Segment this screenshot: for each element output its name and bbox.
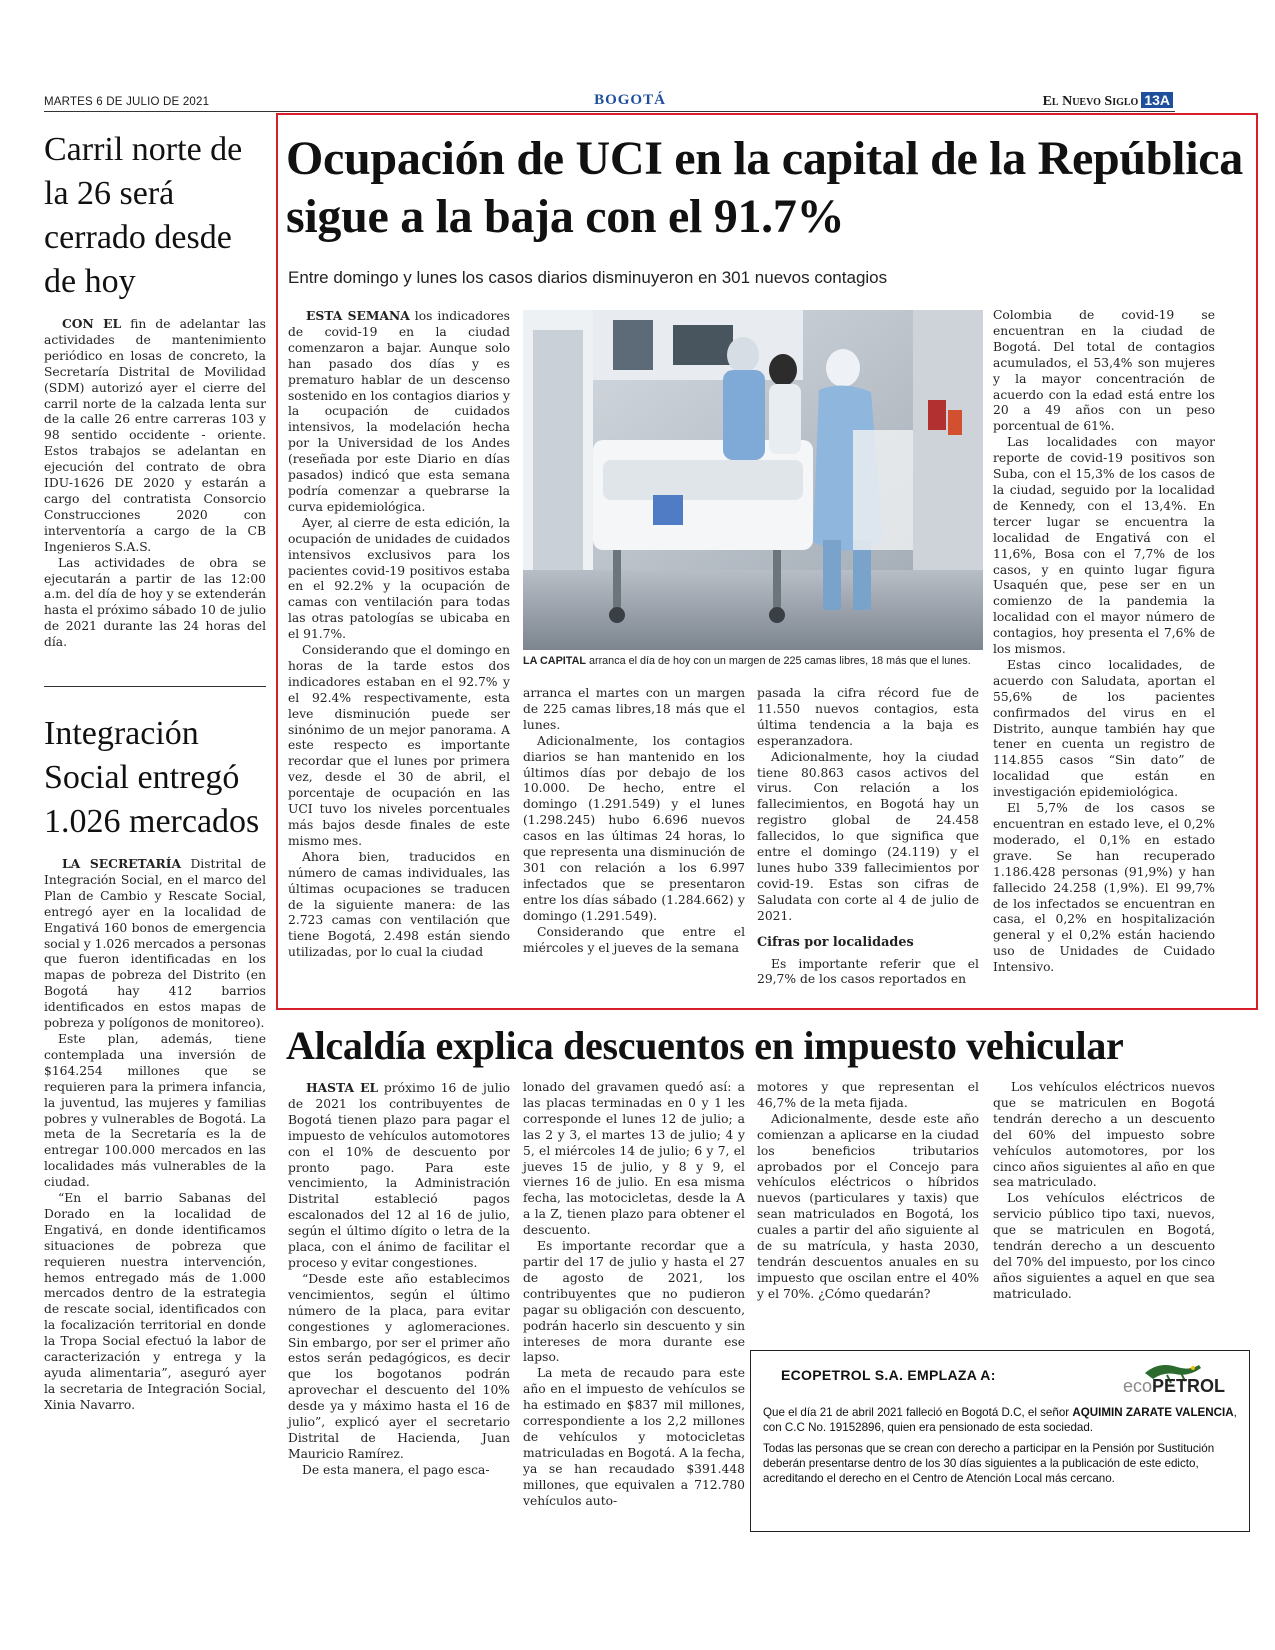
logo-wordmark [1123, 1376, 1225, 1397]
paragraph: La meta de recaudo para este año en el impuesto de vehículos se ha estimado en $837 mil millones, correspondiente a los 2,2 millones de vehículos y motocicletas matriculadas en Bogotá. A la fecha, ya se han recaudado $391.448 millones, que equivalen a 712.780 vehículos auto- [523, 1366, 745, 1508]
notice-body [763, 1405, 1239, 1492]
section-name: BOGOTÁ [594, 92, 666, 108]
logo-wordmark-bold: PETROL [1151, 1376, 1225, 1396]
notice-paragraph [763, 1405, 1239, 1435]
paragraph: próximo 16 de julio de 2021 los contribuyentes de Bogotá tienen plazo para pagar el impuesto de vehículos automotores con el 10% de descuento por pronto pago. Para este vencimiento, la Administración Distrital estableció pagos escalonados del 12 al 16 de julio, según el último dígito o letra de la placa, con el ánimo de facilitar el proceso y evitar congestiones. [288, 1081, 510, 1270]
paper-name: El Nuevo Siglo [1042, 94, 1139, 109]
notice-text: Que el día 21 de abril 2021 falleció en Bogotá D.C, el señor [763, 1406, 1070, 1419]
ecopetrol-logo [1097, 1359, 1225, 1397]
sidebar-body [44, 856, 266, 1414]
main-col-2 [523, 686, 745, 956]
caption-text: arranca el día de hoy con un margen de 225 camas libres, 18 más que el lunes. [588, 655, 971, 667]
sidebar-story-integracion [44, 712, 266, 1414]
paragraph: Colombia de covid-19 se encuentran en la ciudad de Bogotá. Del total de contagios acumulados, el 53,4% son mujeres y la mayor concentración de acuerdo con la edad está entre los 20 a 49 años con un peso porcentual de 61%. [993, 308, 1215, 434]
paragraph: pasada la cifra récord fue de 11.550 nuevos contagios, esta última tendencia a la baja es esperanzadora. [757, 686, 979, 748]
main-col-3 [757, 686, 979, 988]
paragraph: los indicadores de covid-19 en la ciudad comenzaron a bajar. Aunque solo han pasado dos días y es prematuro hablar de un descenso sostenido en los contagios diarios y la ocupación de cuidados intensivos, la modelación hecha por la Universidad de los Andes (reseñada por este Diario en días pasados) indicó que esta semana podría comenzar a quebrarse la curva epidemiológica. [288, 309, 510, 514]
issue-date: MARTES 6 DE JULIO DE 2021 [44, 96, 210, 108]
sidebar-story-carril [44, 128, 266, 651]
main-headline: Ocupación de UCI en la capital de la República sigue a la baja con el 91.7% [286, 132, 1243, 243]
second-col-4 [993, 1080, 1215, 1303]
paragraph: Las localidades con mayor reporte de covid-19 positivos son Suba, con el 15,3% de los casos de la ciudad, seguido por la localidad de Kennedy, con el 13,4%. En tercer lugar se encuentra la localidad de Engativá con el 11,6%, Bosa con el 7,7% de los casos, y en quinto lugar figura Usaquén que, pese ser en un comienzo de la pandemia la localidad con el mayor número de contagios, hoy presenta el 7,6% de los mismos. [993, 435, 1215, 657]
lead-in: LA SECRETARÍA [62, 856, 182, 871]
sidebar-body [44, 316, 266, 651]
paragraph: Ayer, al cierre de esta edición, la ocupación de unidades de cuidados intensivos exclusivos para los pacientes covid-19 positivos estaba en el 92.2% y la ocupación de camas con ventilación para todas las otras patologías se ubicaba en el 91.7%. [288, 515, 510, 642]
main-subtitle: Entre domingo y lunes los casos diarios disminuyeron en 301 nuevos contagios [288, 268, 888, 287]
paragraph: Considerando que entre el miércoles y el jueves de la semana [523, 924, 745, 955]
sidebar-headline: Carril norte de la 26 será cerrado desde de hoy [44, 131, 243, 300]
main-col-1 [288, 308, 510, 961]
notice-title: ECOPETROL S.A. EMPLAZA A: [781, 1367, 996, 1383]
second-col-2 [523, 1080, 745, 1509]
paragraph: Las actividades de obra se ejecutarán a partir de las 12:00 a.m. del día de hoy y se extenderán hasta el próximo sábado 10 de julio de 2021 durante las 24 horas del día. [44, 555, 266, 650]
paragraph: Distrital de Integración Social, en el marco del Plan de Cambio y Rescate Social, entregó ayer en la localidad de Engativá 160 bonos de emergencia social y 1.026 mercados a personas que fueron identificadas en los mapas de pobreza del Distrito (en Bogotá hay 412 barrios identificados en estos mapas de pobreza y polígonos de monitoreo). [44, 857, 266, 1031]
notice-text: , con C.C No. 19152896, quien era pensionado de esta sociedad. [763, 1406, 1237, 1434]
second-headline: Alcaldía explica descuentos en impuesto vehicular [286, 1023, 1124, 1068]
paragraph: Los vehículos eléctricos de servicio público tipo taxi, nuevos, que se matriculen en Bogotá, tendrán derecho a un descuento del 70% del impuesto, por los cinco años siguientes a aquel en que sea matriculado. [993, 1191, 1216, 1301]
paragraph: Ahora bien, traducidos en número de camas individuales, las últimas ocupaciones se traducen de la siguiente manera: de las 2.723 camas con ventilación que tiene Bogotá, 2.498 están siendo utilizadas, por lo cual la ciudad [288, 849, 510, 960]
sidebar-divider [44, 686, 266, 687]
paragraph: Los vehículos eléctricos nuevos que se matriculen en Bogotá tendrán derecho a un descuento del 60% del impuesto sobre vehículos automotores, por los cinco años siguientes al año en que sea matriculado. [993, 1080, 1215, 1190]
paragraph: fin de adelantar las actividades de mantenimiento periódico en losas de concreto, la Secretaría Distrital de Movilidad (SDM) autorizó ayer el cierre del carril norte de la calzada lenta sur de la calle 26 entre carreras 103 y 98 sentido occidente - oriente. Estos trabajos se adelantan en ejecución del contrato de obra IDU-1626 DE 2020 y estarán a cargo del contratista Consorcio Construcciones 2020 con interventoría a cargo de la CB Ingenieros S.A.S. [44, 317, 266, 554]
ecopetrol-notice [750, 1350, 1250, 1532]
paragraph: motores y que representan el 46,7% de la meta fijada. [757, 1080, 979, 1110]
paragraph: “En el barrio Sabanas del Dorado en la localidad de Engativá, en donde identificamos situaciones de pobreza que requieren nuestra intervención, hemos entregado más de 1.000 mercados dentro de la estrategia de rescate social, identificados con la focalización territorial en donde la Tropa Social efectuó la labor de caracterización y entrega y la ayuda alimentaria”, aseguró ayer la secretaria de Integración Social, Xinia Navarro. [44, 1191, 266, 1412]
paragraph: El 5,7% de los casos se encuentran en estado leve, el 0,2% moderado, el 0,1% en estado grave. Se han recuperado 1.186.428 personas (91,9%) y han fallecido 24.258 (1,9%). El 99,7% de los infectados se encuentran en casa, el 0,2% en hospitalización general y el 0,2% están haciendo uso de Unidades de Cuidado Intensivo. [993, 801, 1215, 975]
paragraph: Adicionalmente, los contagios diarios se han mantenido en los últimos días por debajo de los 10.000. De hecho, entre el domingo (1.291.549) y el lunes (1.298.245) hubo 6.696 nuevos casos en las últimas 24 horas, lo que representa una disminución de 301 con relación a los 6.997 infectados que se presentaron entre los días sábado (1.284.662) y domingo (1.291.549). [523, 733, 745, 923]
paragraph: Es importante referir que el 29,7% de los casos reportados en [757, 956, 979, 987]
paragraph: Este plan, además, tiene contemplada una inversión de $164.254 millones que se requieren para la primera infancia, la juventud, las mujeres y familias pobres y vulnerables de Bogotá. La meta de la Secretaría es la de entregar 100.000 mercados en las localidades más vulnerables de la ciudad. [44, 1031, 266, 1190]
masthead [1043, 92, 1173, 110]
section-subhead: Cifras por localidades [757, 934, 914, 950]
icu-photo [523, 310, 983, 650]
page-number: 13A [1141, 92, 1173, 108]
second-col-3 [757, 1080, 979, 1303]
sidebar-headline: Integración Social entregó 1.026 mercados [44, 715, 260, 840]
caption-lead: LA CAPITAL [523, 655, 586, 667]
paragraph: lonado del gravamen quedó así: a las placas terminadas en 0 y 1 les corresponde el lunes 12 de julio; a las 2 y 3, el martes 13 de julio; 4 y 5, el miércoles 14 de julio; 6 y 7, el jueves 15 de julio, y 8 y 9, el viernes 16 de julio. En esa misma fecha, las motocicletas, desde la A a la Z, tienen plazo para obtener el descuento. [523, 1080, 745, 1238]
notice-paragraph: Todas las personas que se crean con derecho a participar en la Pensión por Sustitución deberán presentarse dentro de los 30 días siguientes a la publicación de este edicto, acreditando el derecho en el Centro de Atención Local más cercano. [763, 1442, 1215, 1485]
second-col-1 [288, 1080, 510, 1479]
deceased-name: AQUIMIN ZARATE VALENCIA [1072, 1406, 1234, 1419]
photo-caption [523, 654, 983, 668]
lead-in: HASTA EL [306, 1080, 379, 1095]
main-col-4 [993, 308, 1215, 976]
paragraph: Considerando que el domingo en horas de la tarde estos dos indicadores estaban en el 92.7% y el 92.4% respectivamente, esta leve disminución puede ser sinónimo de un mejor panorama. A este respecto es importante recordar que el lunes por primera vez, desde el 30 de abril, el porcentaje de ocupación en las UCI tuvo los niveles porcentuales más bajos desde finales de este mismo mes. [288, 643, 510, 848]
paragraph: Adicionalmente, hoy la ciudad tiene 80.863 casos activos del virus. Con relación a los fallecimientos, en Bogotá hay un registro global de 24.458 fallecidos, lo que significa que entre el domingo (24.119) y el lunes hubo 339 fallecimientos por covid-19. Estas son cifras de Saludata con corte al 4 de julio de 2021. [757, 749, 979, 923]
header-rule [44, 111, 1175, 112]
paragraph: Estas cinco localidades, de acuerdo con Saludata, aportan el 55,6% de los pacientes confirmados del virus en el Distrito, aunque también hay que tener en cuenta un registro de 114.855 casos “Sin dato” de localidad que están en investigación epidemiológica. [993, 657, 1215, 800]
paragraph: Adicionalmente, desde este año comienzan a aplicarse en la ciudad los beneficios tributarios aprobados por el Concejo para vehículos eléctricos o híbridos nuevos (particulares y taxis) que sean matriculados en Bogotá, los cuales a partir del año siguiente al de su matrícula, y hasta 2030, tendrán descuentos anuales en su impuesto que oscilan entre el 40% y el 70%. ¿Cómo quedarán? [757, 1111, 979, 1301]
lead-in: ESTA SEMANA [306, 308, 410, 323]
logo-wordmark-thin: eco [1122, 1376, 1152, 1396]
icu-photo-illustration [523, 310, 983, 650]
paragraph: Es importante recordar que a partir del 17 de julio y hasta el 27 de agosto de 2021, los contribuyentes que no pudieron pagar su obligación con descuento, podrán hacerlo sin descuento y sin intereses de mora durante ese lapso. [523, 1239, 745, 1365]
paragraph: arranca el martes con un margen de 225 camas libres,18 más que el lunes. [523, 686, 745, 732]
paragraph: “Desde este año establecimos vencimientos, según el último número de la placa, para evitar congestiones y aglomeraciones. Sin embargo, por ser el primer año estos serán pedagógicos, es decir que los bogotanos podrán aprovechar el descuento del 10% desde ya y máximo hasta el 16 de julio”, explicó ayer el secretario Distrital de Hacienda, Juan Mauricio Ramírez. [288, 1271, 510, 1461]
paragraph: De esta manera, el pago esca- [302, 1462, 490, 1477]
lead-in: CON EL [62, 316, 122, 331]
